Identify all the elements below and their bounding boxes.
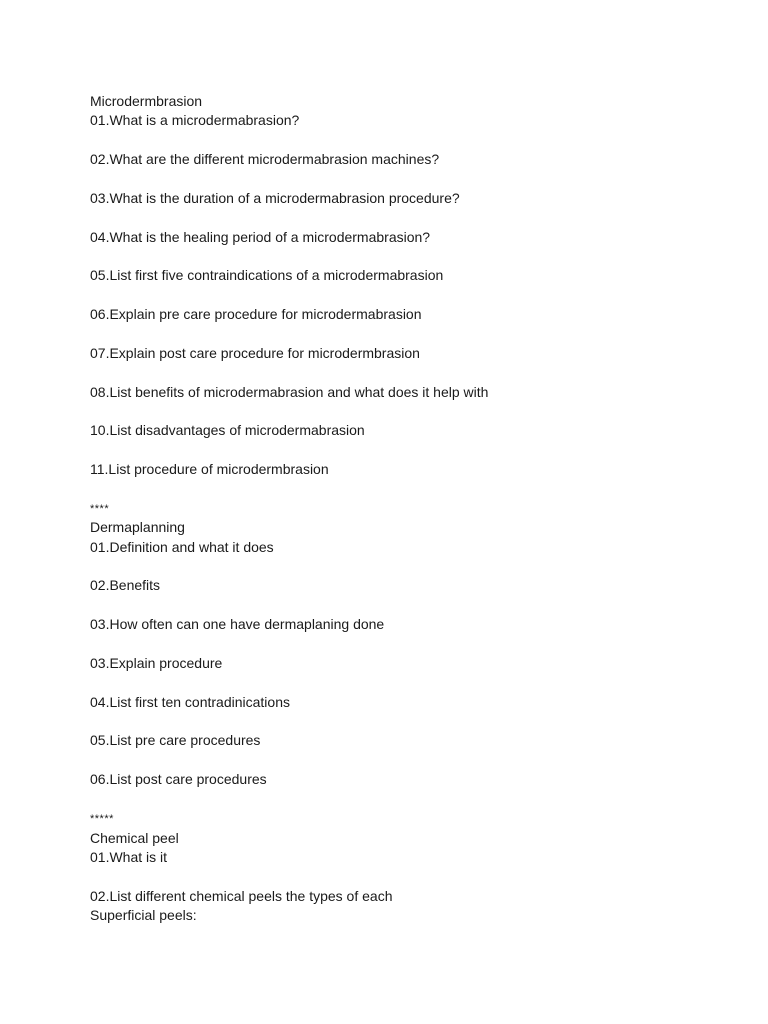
section-heading-chemical-peel: Chemical peel — [90, 830, 179, 846]
question-item: 06.List post care procedures — [90, 771, 267, 787]
question-item: 01.What is it — [90, 849, 168, 865]
question-item: 02.Benefits — [90, 577, 161, 593]
question-item: 11.List procedure of microdermbrasion — [90, 461, 329, 477]
question-item: 06.Explain pre care procedure for microdermabrasion — [90, 306, 422, 322]
question-item: 08.List benefits of microdermabrasion and what does it help with — [90, 384, 489, 400]
question-item: 01.Definition and what it does — [90, 539, 274, 555]
section-heading-microdermabrasion: Microdermbrasion — [90, 93, 203, 109]
section-separator: ***** — [90, 813, 114, 825]
question-item: 03.How often can one have dermaplaning done — [90, 616, 385, 632]
question-item: 04.List first ten contradinications — [90, 694, 290, 710]
question-item: 10.List disadvantages of microdermabrasion — [90, 422, 365, 438]
question-item: 04.What is the healing period of a microdermabrasion? — [90, 229, 431, 245]
subheading-superficial-peels: Superficial peels: — [90, 907, 197, 923]
question-item: 03.Explain procedure — [90, 655, 223, 671]
question-item: 05.List pre care procedures — [90, 732, 261, 748]
question-item: 07.Explain post care procedure for microdermbrasion — [90, 345, 420, 361]
question-item: 03.What is the duration of a microdermabrasion procedure? — [90, 190, 460, 206]
question-item: 05.List first five contraindications of a microdermabrasion — [90, 267, 444, 283]
question-item: 02.List different chemical peels the types of each — [90, 888, 393, 904]
question-item: 02.What are the different microdermabrasion machines? — [90, 151, 440, 167]
section-heading-dermaplanning: Dermaplanning — [90, 519, 185, 535]
section-separator: **** — [90, 503, 110, 515]
question-item: 01.What is a microdermabrasion? — [90, 112, 300, 128]
